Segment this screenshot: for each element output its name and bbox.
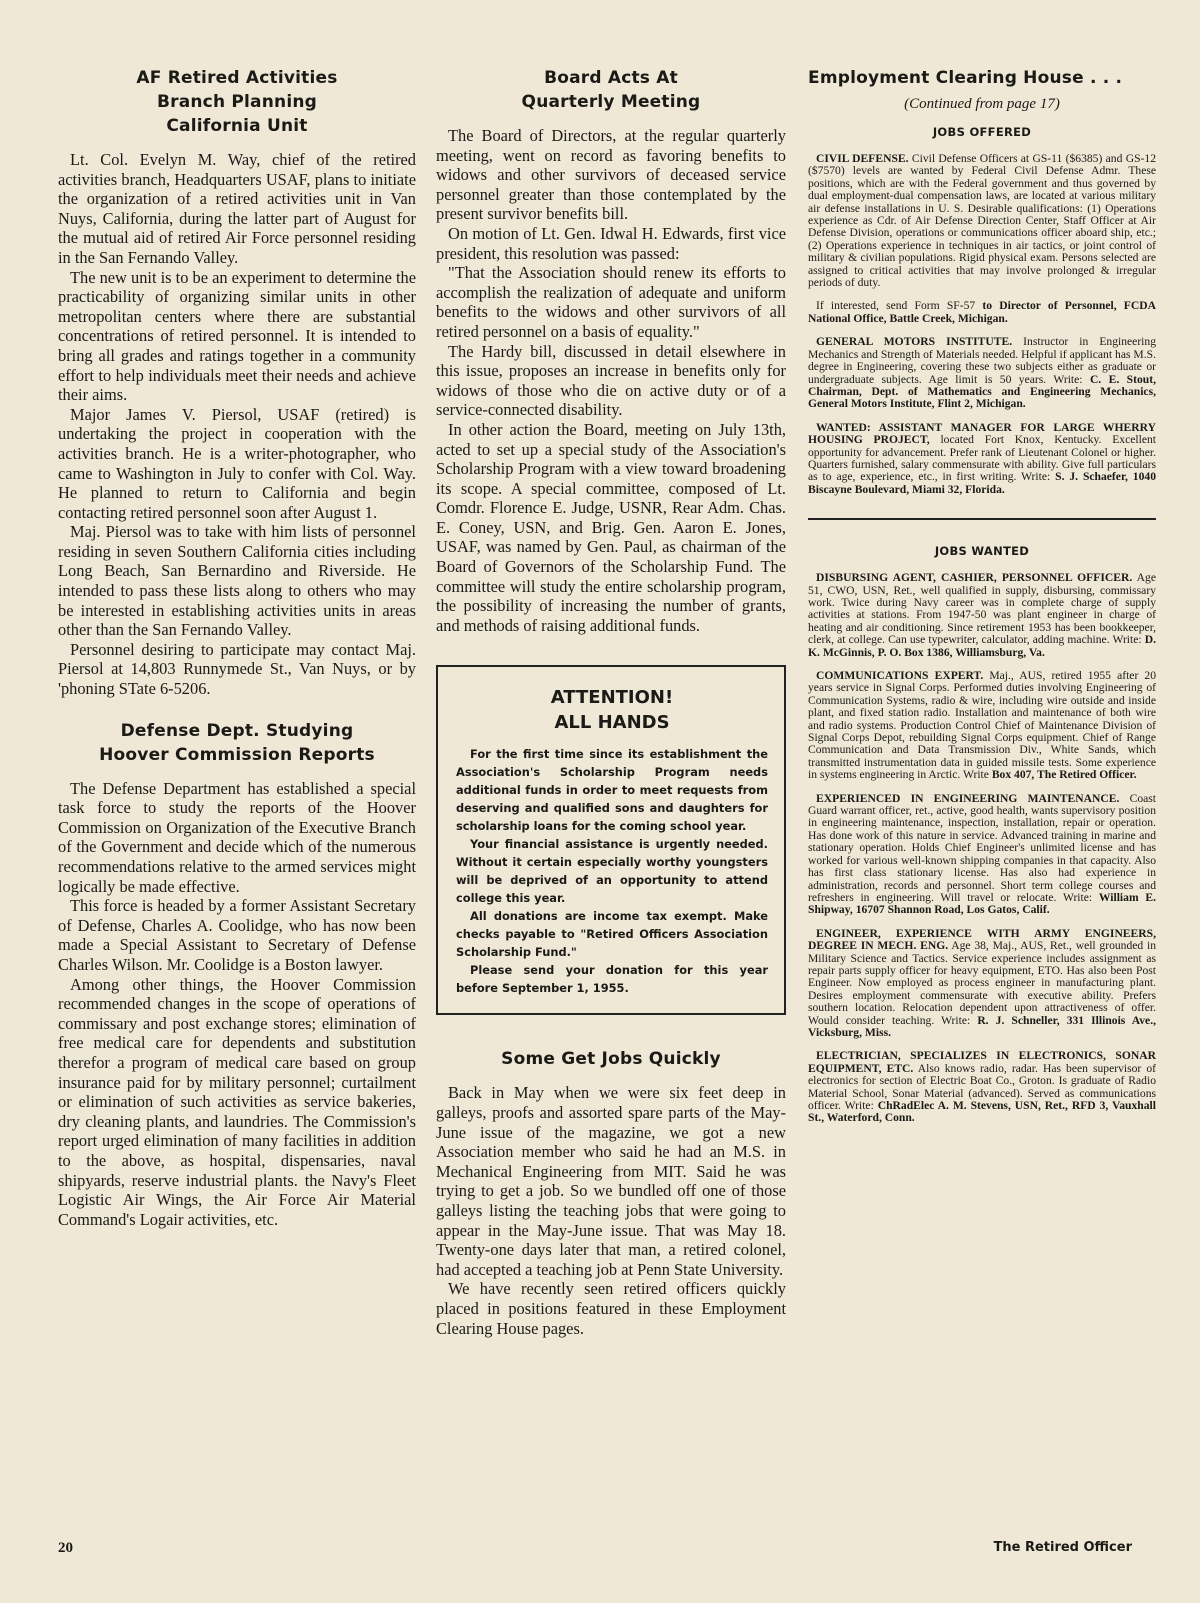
article-body [58,150,416,699]
job-wanted-listing [808,670,1156,782]
listing-text: located Fort Knox, Kentucky. Excellent opportunity for advancement. Prefer rank of Lieutenant Colonel or higher. Quarters furnished, salary commensurate with ability. Give full particulars as to age, experience, etc., in first writing. Write: [808,433,1156,484]
article-headline: Some Get Jobs Quickly [501,1049,721,1070]
job-wanted-listing [808,793,1156,917]
paragraph: The Hardy bill, discussed in detail elsewhere in this issue, proposes an increase in benefits only for widows of those who die on active duty or of a service-connected disability. [436,341,786,420]
paragraph: Major James V. Piersol, USAF (retired) is undertaking the project in cooperation with the activities branch. He is a writer-photographer, who came to Washington in July to confer with Col. Way. He planned to return to California and begin contacting retired personnel soon after August 1. [58,404,416,522]
headline-line: Branch Planning [156,92,318,112]
paragraph: We have recently seen retired officers quickly placed in positions featured in these Employment Clearing House pages. [436,1279,786,1338]
listing-text: Civil Defense Officers at GS-11 ($6385) and GS-12 ($7570) levels are wanted by Federal Civil Defense Admr. These positions, which are with the Federal government and thus governed by dual employment-dual compensation laws, are located at various military air defense installations in U. S. Desirable qualifications: (1) Operations experience as Cdr. of Air Defense Direction Center, Staff Officer at Air Defense Division, operations or communications officer aboard ship, etc.; (2) Operations experience in techniques in air tactics, or joint control of military & civilian populations. Rigid physical exam. Persons selected are assigned to critical activities that may involve prolonged & irregular periods of duty. [808,152,1156,290]
listing-lead: ENGINEER, EXPERIENCE WITH ARMY ENGINEERS, DEGREE IN MECH. ENG. [808,926,1156,953]
listing-contact: R. J. Schneller, 331 Illinois Ave., Vicksburg, Miss. [808,1013,1156,1039]
listing-contact: C. E. Stout, Chairman, Dept. of Mathematics and Engineering Mechanics, General Motors Institute, Flint 2, Michigan. [808,372,1156,411]
box-paragraph: For the first time since its establishment the Association's Scholarship Program needs additional funds in order to meet requests from deserving and qualified sons and daughters for scholarship loans for the coming school year. [456,747,768,834]
box-paragraph: Your financial assistance is urgently needed. Without it certain especially worthy youngsters will be deprived of an opportunity to attend college this year. [456,837,768,906]
headline-line: Board Acts At [544,68,678,88]
column-middle [436,62,786,1358]
listing-lead: GENERAL MOTORS INSTITUTE. [816,335,1013,349]
box-headline [456,685,768,735]
listing-contact: S. J. Schaefer, 1040 Biscayne Boulevard, Miami 32, Florida. [808,470,1156,496]
headline-line: Defense Dept. Studying [120,720,354,741]
article-some-get-jobs [436,1047,786,1338]
headline-line: Quarterly Meeting [521,92,701,112]
headline-line: AF Retired Activities [136,68,338,88]
jobs-wanted-heading: JOBS WANTED [934,544,1030,559]
listing-text: Age 38, Maj., AUS, Ret., well grounded in Military Science and Tactics. Service experience includes assignment as repair parts supply officer for heavy equipment, ETO. Has also been Post Engineer. Now employed as process engineer in manufacturing plant. Desires employment commensurate with executive ability. Prefers southern location. Relocation dependent upon attractiveness of offer. Would consider teaching. Write: [808,939,1156,1027]
paragraph: This force is headed by a former Assistant Secretary of Defense, Charles A. Coolidge, who has now been made a Special Assistant to Secretary of Defense Charles Wilson. Mr. Coolidge is a Boston lawyer. [58,896,416,974]
listing-lead: EXPERIENCED IN ENGINEERING MAINTENANCE. [816,791,1120,805]
listing-text: Coast Guard warrant officer, ret., active, good health, wants supervisory position in engineering maintenance, inspection, installation, repair or operation. Has done work of this nature in service. Advanced training in marine and stationary operation. Holds Chief Engineer's unlimited license and has worked for various well-known shipping companies in that capacity. Also has first class stationary license. Has also had experience in administration, records and personnel. Short term college courses and refreshers in engineering. Will travel or relocate. Write: [808,791,1156,904]
listing-contact: ChRadElec A. M. Stevens, USN, Ret., RFD 3, Vauxhall St., Waterford, Conn. [808,1099,1156,1125]
headline-line: ATTENTION! [550,687,674,709]
page-number: 20 [58,1540,73,1556]
article-defense-dept-hoover [58,719,416,1230]
article-body [58,779,416,1230]
job-wanted-listing [808,928,1156,1040]
article-body [436,1083,786,1338]
paragraph: "That the Association should renew its efforts to accomplish the realization of adequate and uniform benefits to the widows and other survivors of all retired personnel on a basis of equality." [436,263,786,341]
article-headline [58,719,416,767]
headline-line: California Unit [166,116,308,136]
jobs-offered-heading: JOBS OFFERED [932,125,1032,139]
listing-text: Instructor in Engineering Mechanics and Strength of Materials needed. Helpful if applicant has M.S. degree in Engineering, covering these two subjects either as graduate or undergraduate subjects. Age limit is 50 years. Write: [808,335,1156,386]
job-listing [808,153,1156,289]
listing-text: If interested, send Form SF-57 [816,299,983,313]
job-wanted-listing [808,1050,1156,1124]
paragraph: Among other things, the Hoover Commission recommended changes in the scope of operations of commissary and post exchange stores; elimination of free medical care for dependents and substitution therefor a program of medical care based on group insurance paid for by military personnel; curtailment or elimination of such activities as service bakeries, dry cleaning plants, and laundries. The Commission's report urged elimination of many facilities in addition to the above, as hospital, dispensaries, naval shipyards, reserve industrial plants. the Navy's Fleet Logistic Air Wings, the Air Force Air Material Command's Logair activities, etc. [58,974,416,1229]
paragraph: Lt. Col. Evelyn M. Way, chief of the retired activities branch, Headquarters USAF, plans to initiate the organization of a retired activities unit in Van Nuys, California, during the latter part of August for the mutual aid of retired Air Force personnel residing in the San Fernando Valley. [58,150,416,267]
publication-footer: The Retired Officer [993,1540,1132,1555]
listing-contact: D. K. McGinnis, P. O. Box 1386, Williamsburg, Va. [808,633,1156,659]
listing-contact: to Director of Personnel, FCDA National Office, Battle Creek, Michigan. [808,299,1156,325]
headline-line: Hoover Commission Reports [99,744,375,765]
listing-lead: COMMUNICATIONS EXPERT. [816,669,984,682]
job-wanted-listing [808,572,1156,659]
paragraph: The Defense Department has established a special task force to study the reports of the Hoover Commission on Organization of the Executive Branch of the Government and decide which of the numerous recommendations relative to the armed services might logically be made effective. [58,778,416,896]
listing-contact: William E. Shipway, 16707 Shannon Road, Los Gatos, Calif. [808,890,1156,917]
job-listing [808,422,1156,496]
article-af-retired-activities [58,66,416,699]
listing-lead: WANTED: ASSISTANT MANAGER FOR LARGE WHERRY HOUSING PROJECT, [808,420,1156,447]
column-left [58,62,416,1249]
listing-lead: CIVIL DEFENSE. [816,152,909,165]
job-listing [808,300,1156,325]
box-paragraph: Please send your donation for this year before September 1, 1955. [456,963,768,996]
paragraph: The Board of Directors, at the regular quarterly meeting, went on record as favoring benefits to widows and other survivors of deceased service personnel greater than those contemplated by the present survivor benefits bill. [436,126,786,224]
job-listing [808,336,1156,410]
paragraph: On motion of Lt. Gen. Idwal H. Edwards, first vice president, this resolution was passed: [436,223,786,263]
headline-line: ALL HANDS [554,712,670,734]
paragraph: Back in May when we were six feet deep in galleys, proofs and assorted spare parts of the May-June issue of the magazine, we got a new Association member who said he had an M.S. in Mechanical Engineering from MIT. Said he was trying to get a job. So we bundled off one of those galleys listing the teaching jobs that were going to appear in the May-June issue. That was May 18. Twenty-one days later that man, a retired colonel, had accepted a teaching job at Penn State University. [436,1083,786,1279]
listing-text: Maj., AUS, retired 1955 after 20 years service in Signal Corps. Performed duties involving Engineering of Communication Systems, radio & wire, including wire outside and inside plant, and fixed station radio. Installation and maintenance of both wire and radio systems. Production Control Chief of Maintenance Division of Signal Corps Depot, rebuilding Signal Corps equipment. Chief of Range Communication and Data Transmission Div., White Sands, which transmitted instrumentation data in guided missile tests. Some experience in systems engineering in Arctic. Write [808,669,1156,782]
paragraph: Personnel desiring to participate may contact Maj. Piersol at 14,803 Runnymede St., Van Nuys, or by 'phoning STate 6-5206. [58,639,416,699]
article-headline [58,66,416,138]
listing-text: Also knows radio, radar. Has been supervisor of electronics for section of Electric Boat Co., Groton. Is graduate of Radio Material School, Sonar Material (advanced). Served as communications officer. Write: [808,1061,1157,1112]
article-headline [436,66,786,114]
employment-clearing-house-headline: Employment Clearing House . . . [808,68,1123,88]
listing-lead: DISBURSING AGENT, CASHIER, PERSONNEL OFFICER. [816,571,1133,585]
paragraph: In other action the Board, meeting on July 13th, acted to set up a special study of the Association's Scholarship Program with a view toward broadening its scope. A special committee, composed of Lt. Comdr. Florence E. Judge, USNR, Rear Adm. Chas. E. Coney, USN, and Brig. Gen. Aaron E. Jones, USAF, was named by Gen. Paul, as chairman of the Board of Governors of the Scholarship Fund. The committee will study the entire scholarship program, the possibility of increasing the number of grants, and methods of raising additional funds. [436,419,786,635]
attention-box [436,665,786,1015]
box-paragraph: All donations are income tax exempt. Make checks payable to "Retired Officers Association Scholarship Fund." [456,909,768,960]
article-board-acts [436,66,786,635]
paragraph: The new unit is to be an experiment to determine the practicability of organizing similar units in other metropolitan centers where there are substantial concentrations of retired personnel. It is intended to bring all grades and ratings together in a community effort to help individuals meet their needs and achieve their aims. [58,267,416,405]
continued-note: (Continued from page 17) [904,96,1060,112]
column-right [808,62,1156,1136]
section-divider [808,518,1156,520]
article-body [436,126,786,635]
listing-contact: Box 407, The Retired Officer. [991,768,1137,782]
listing-lead: ELECTRICIAN, SPECIALIZES IN ELECTRONICS, SONAR EQUIPMENT, ETC. [808,1049,1156,1075]
listing-text: Age 51, CWO, USN, Ret., well qualified in supply, disbursing, commissary work. Twice during Navy career was in complete charge of supply activities at stations. From 1947-50 was plant engineer in charge of heating and air conditioning. Since retirement 1953 has been bookkeeper, clerk, at college. Can use typewriter, calculator, adding machine. Write: [808,571,1156,647]
paragraph: Maj. Piersol was to take with him lists of personnel residing in seven Southern California cities including Long Beach, San Bernardino and Riverside. He intended to pass these lists along to others who may be interested in establishing activities units in areas other than the San Fernando Valley. [58,522,416,640]
